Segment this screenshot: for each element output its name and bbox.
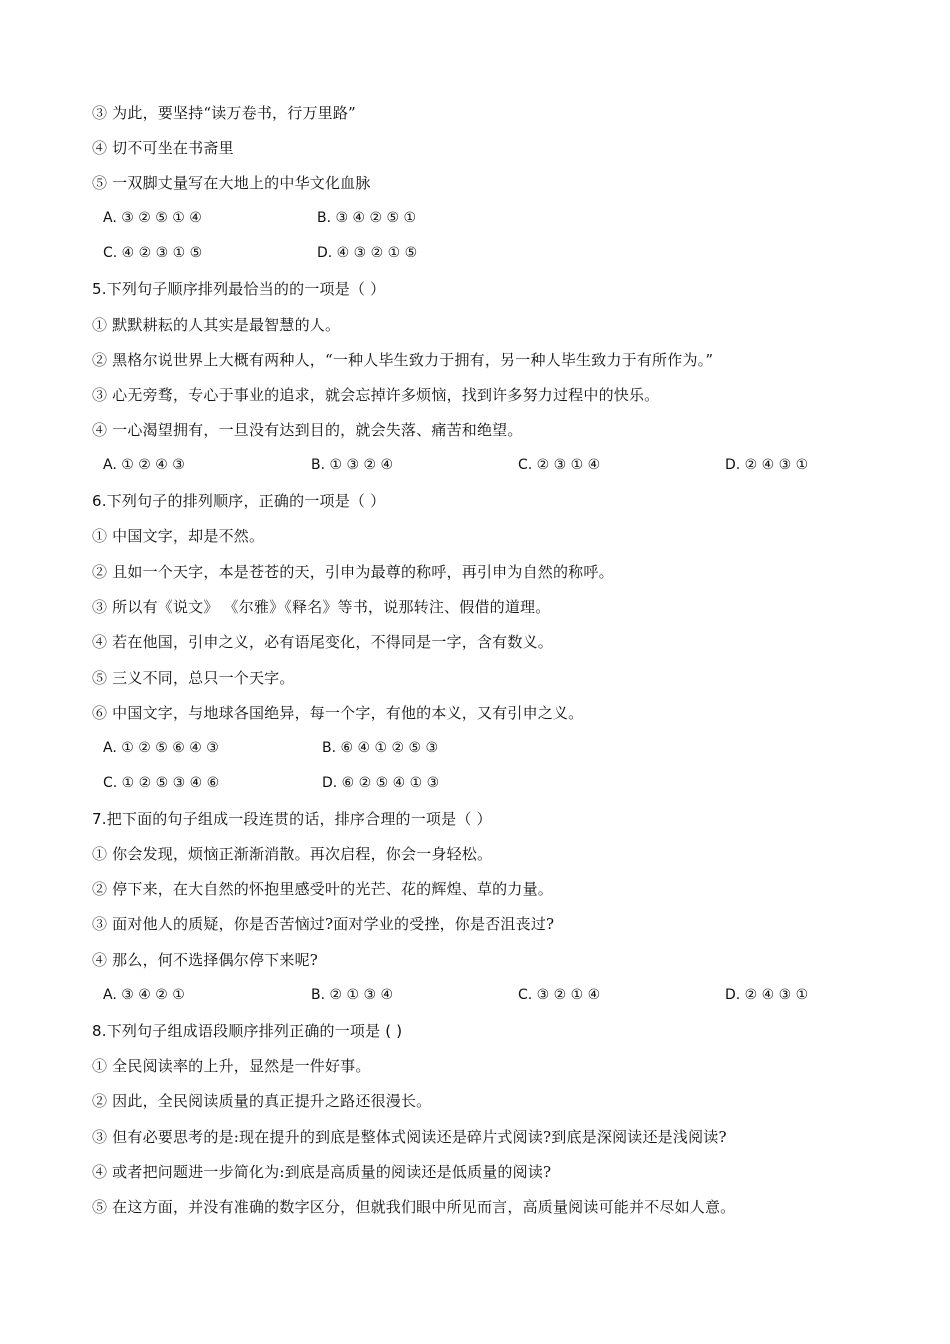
q7-item-2: ② 停下来，在大自然的怀抱里感受叶的光芒、花的辉煌、草的力量。 [92, 880, 553, 898]
q5-option-c[interactable]: C. ② ③ ① ④ [518, 457, 601, 473]
q8-item-1: ① 全民阅读率的上升，显然是一件好事。 [92, 1057, 371, 1075]
q4-option-d[interactable]: D. ④ ③ ② ① ⑤ [317, 245, 418, 261]
q4-option-a[interactable]: A. ③ ② ⑤ ① ④ [103, 210, 202, 226]
q7-title: 7.把下面的句子组成一段连贯的话，排序合理的一项是（ ） [92, 810, 492, 828]
q8-item-4: ④ 或者把问题进一步简化为:到底是高质量的阅读还是低质量的阅读? [92, 1163, 552, 1181]
q6-item-6: ⑥ 中国文字，与地球各国绝异，每一个字，有他的本义，又有引申之义。 [92, 704, 584, 722]
q4-item-5: ⑤ 一双脚丈量写在大地上的中华文化血脉 [92, 174, 371, 192]
q7-item-1: ① 你会发现，烦恼正渐渐消散。再次启程，你会一身轻松。 [92, 845, 493, 863]
q5-item-1: ① 默默耕耘的人其实是最智慧的人。 [92, 316, 341, 334]
q5-option-b[interactable]: B. ① ③ ② ④ [311, 457, 394, 473]
q5-option-d[interactable]: D. ② ④ ③ ① [725, 457, 809, 473]
q8-item-2: ② 因此，全民阅读质量的真正提升之路还很漫长。 [92, 1092, 432, 1110]
q5-item-3: ③ 心无旁骛，专心于事业的追求，就会忘掉许多烦恼，找到许多努力过程中的快乐。 [92, 386, 660, 404]
q4-item-4: ④ 切不可坐在书斋里 [92, 139, 234, 157]
q6-item-5: ⑤ 三义不同，总只一个天字。 [92, 669, 295, 687]
q6-item-1: ① 中国文字，却是不然。 [92, 527, 265, 545]
q6-option-d[interactable]: D. ⑥ ② ⑤ ④ ① ③ [322, 775, 440, 791]
q4-option-b[interactable]: B. ③ ④ ② ⑤ ① [317, 210, 417, 226]
q6-item-2: ② 且如一个天字，本是苍苍的天，引申为最尊的称呼，再引申为自然的称呼。 [92, 563, 614, 581]
q5-item-4: ④ 一心渴望拥有，一旦没有达到目的，就会失落、痛苦和绝望。 [92, 421, 523, 439]
q5-option-a[interactable]: A. ① ② ④ ③ [103, 457, 185, 473]
q8-title: 8.下列句子组成语段顺序排列正确的一项是 ( ) [92, 1022, 403, 1040]
q7-item-3: ③ 面对他人的质疑，你是否苦恼过?面对学业的受挫，你是否沮丧过? [92, 915, 555, 933]
q8-item-5: ⑤ 在这方面，并没有准确的数字区分，但就我们眼中所见而言，高质量阅读可能并不尽如人意。 [92, 1198, 736, 1216]
q7-option-c[interactable]: C. ③ ② ① ④ [518, 987, 601, 1003]
q6-title: 6.下列句子的排列顺序，正确的一项是（ ） [92, 492, 386, 510]
q8-item-3: ③ 但有必要思考的是:现在提升的到底是整体式阅读还是碎片式阅读?到底是深阅读还是浅阅读? [92, 1128, 727, 1146]
q7-option-a[interactable]: A. ③ ④ ② ① [103, 987, 185, 1003]
q6-option-b[interactable]: B. ⑥ ④ ① ② ⑤ ③ [322, 740, 439, 756]
q4-item-3: ③ 为此，要坚持“读万卷书，行万里路” [92, 104, 356, 122]
q6-option-c[interactable]: C. ① ② ⑤ ③ ④ ⑥ [103, 775, 220, 791]
q5-item-2: ② 黑格尔说世界上大概有两种人，“一种人毕生致力于拥有，另一种人毕生致力于有所作为。” [92, 351, 714, 369]
q6-item-4: ④ 若在他国，引申之义，必有语尾变化，不得同是一字，含有数义。 [92, 633, 553, 651]
q6-item-3: ③ 所以有《说文》 《尔雅》《释名》等书，说那转注、假借的道理。 [92, 598, 551, 616]
q6-option-a[interactable]: A. ① ② ⑤ ⑥ ④ ③ [103, 740, 219, 756]
q7-option-b[interactable]: B. ② ① ③ ④ [311, 987, 394, 1003]
q5-title: 5.下列句子顺序排列最恰当的的一项是（ ） [92, 280, 386, 298]
q7-item-4: ④ 那么，何不选择偶尔停下来呢? [92, 951, 319, 969]
q7-option-d[interactable]: D. ② ④ ③ ① [725, 987, 809, 1003]
q4-option-c[interactable]: C. ④ ② ③ ① ⑤ [103, 245, 203, 261]
